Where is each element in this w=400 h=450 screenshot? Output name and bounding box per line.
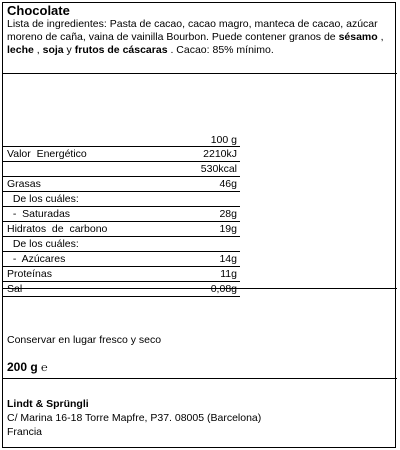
net-weight-value: 200 g bbox=[7, 360, 38, 374]
nutrition-row-line bbox=[3, 191, 240, 192]
nutrition-label: - Saturadas bbox=[7, 208, 71, 220]
nutrition-row-line bbox=[3, 251, 240, 252]
nutrition-label: De los cuáles: bbox=[7, 193, 79, 205]
allergen-text: soja bbox=[42, 44, 64, 56]
net-weight bbox=[7, 361, 48, 375]
nutrition-value: 46g bbox=[219, 178, 237, 190]
estimate-mark-icon: ℮ bbox=[41, 362, 48, 374]
divider bbox=[3, 73, 397, 74]
allergen-text: sésamo bbox=[338, 31, 378, 43]
nutrition-row-line bbox=[3, 281, 240, 282]
divider bbox=[3, 288, 397, 289]
nutrition-row-line bbox=[3, 176, 240, 177]
nutrition-label: Grasas bbox=[7, 178, 41, 190]
ingredients-fragment: , bbox=[33, 44, 43, 56]
company-address: C/ Marina 16-18 Torre Mapfre, P37. 08005 (Barcelona) bbox=[7, 412, 262, 424]
nutrition-value: 19g bbox=[219, 223, 237, 235]
nutrition-row bbox=[7, 268, 387, 282]
nutrition-header-line bbox=[3, 146, 240, 147]
storage-text: Conservar en lugar fresco y seco bbox=[7, 334, 162, 346]
divider bbox=[3, 378, 397, 379]
nutrition-header-value: 100 g bbox=[210, 134, 237, 146]
nutrition-row bbox=[7, 178, 387, 192]
nutrition-row-line bbox=[3, 236, 240, 237]
nutrition-row bbox=[7, 193, 387, 207]
allergen-text: leche bbox=[7, 44, 34, 56]
nutrition-value: 2210kJ bbox=[203, 148, 237, 160]
ingredients-fragment: y bbox=[63, 44, 75, 56]
nutrition-label: - Azúcares bbox=[7, 253, 66, 265]
nutrition-value: 0,08g bbox=[210, 283, 237, 295]
nutrition-label: Valor Energético bbox=[7, 148, 87, 160]
nutrition-row-line bbox=[3, 266, 240, 267]
allergen-text: frutos de cáscaras bbox=[74, 44, 168, 56]
nutrition-label: Hidratos de carbono bbox=[7, 223, 108, 235]
nutrition-row bbox=[7, 223, 387, 237]
nutrition-value: 28g bbox=[219, 208, 237, 220]
nutrition-row-line bbox=[3, 206, 240, 207]
nutrition-row-line bbox=[3, 296, 240, 297]
ingredients-text bbox=[7, 18, 391, 57]
nutrition-row bbox=[7, 208, 387, 222]
nutrition-value: 14g bbox=[219, 253, 237, 265]
nutrition-row-line bbox=[3, 221, 240, 222]
nutrition-row bbox=[7, 148, 387, 162]
nutrition-row-line bbox=[3, 161, 240, 162]
ingredients-fragment: , bbox=[377, 31, 384, 43]
nutrition-value: 530kcal bbox=[200, 163, 237, 175]
nutrition-row bbox=[7, 163, 387, 177]
nutrition-row bbox=[7, 283, 387, 297]
nutrition-value: 11g bbox=[220, 268, 237, 280]
ingredients-fragment: Lista de ingredientes: Pasta de cacao, cacao magro, manteca de cacao, azúcar moreno de caña, vaina de vainilla Bourbon. Puede contener granos de bbox=[7, 18, 378, 43]
nutrition-label: Sal bbox=[7, 283, 23, 295]
ingredients-fragment: . Cacao: 85% mínimo. bbox=[167, 44, 274, 56]
nutrition-row bbox=[7, 238, 387, 252]
nutrition-label: De los cuáles: bbox=[7, 238, 79, 250]
company-name: Lindt & Sprüngli bbox=[7, 398, 89, 410]
nutrition-row bbox=[7, 253, 387, 267]
company-country: Francia bbox=[7, 426, 43, 438]
product-title: Chocolate bbox=[7, 3, 70, 18]
nutrition-label: Proteínas bbox=[7, 268, 52, 280]
